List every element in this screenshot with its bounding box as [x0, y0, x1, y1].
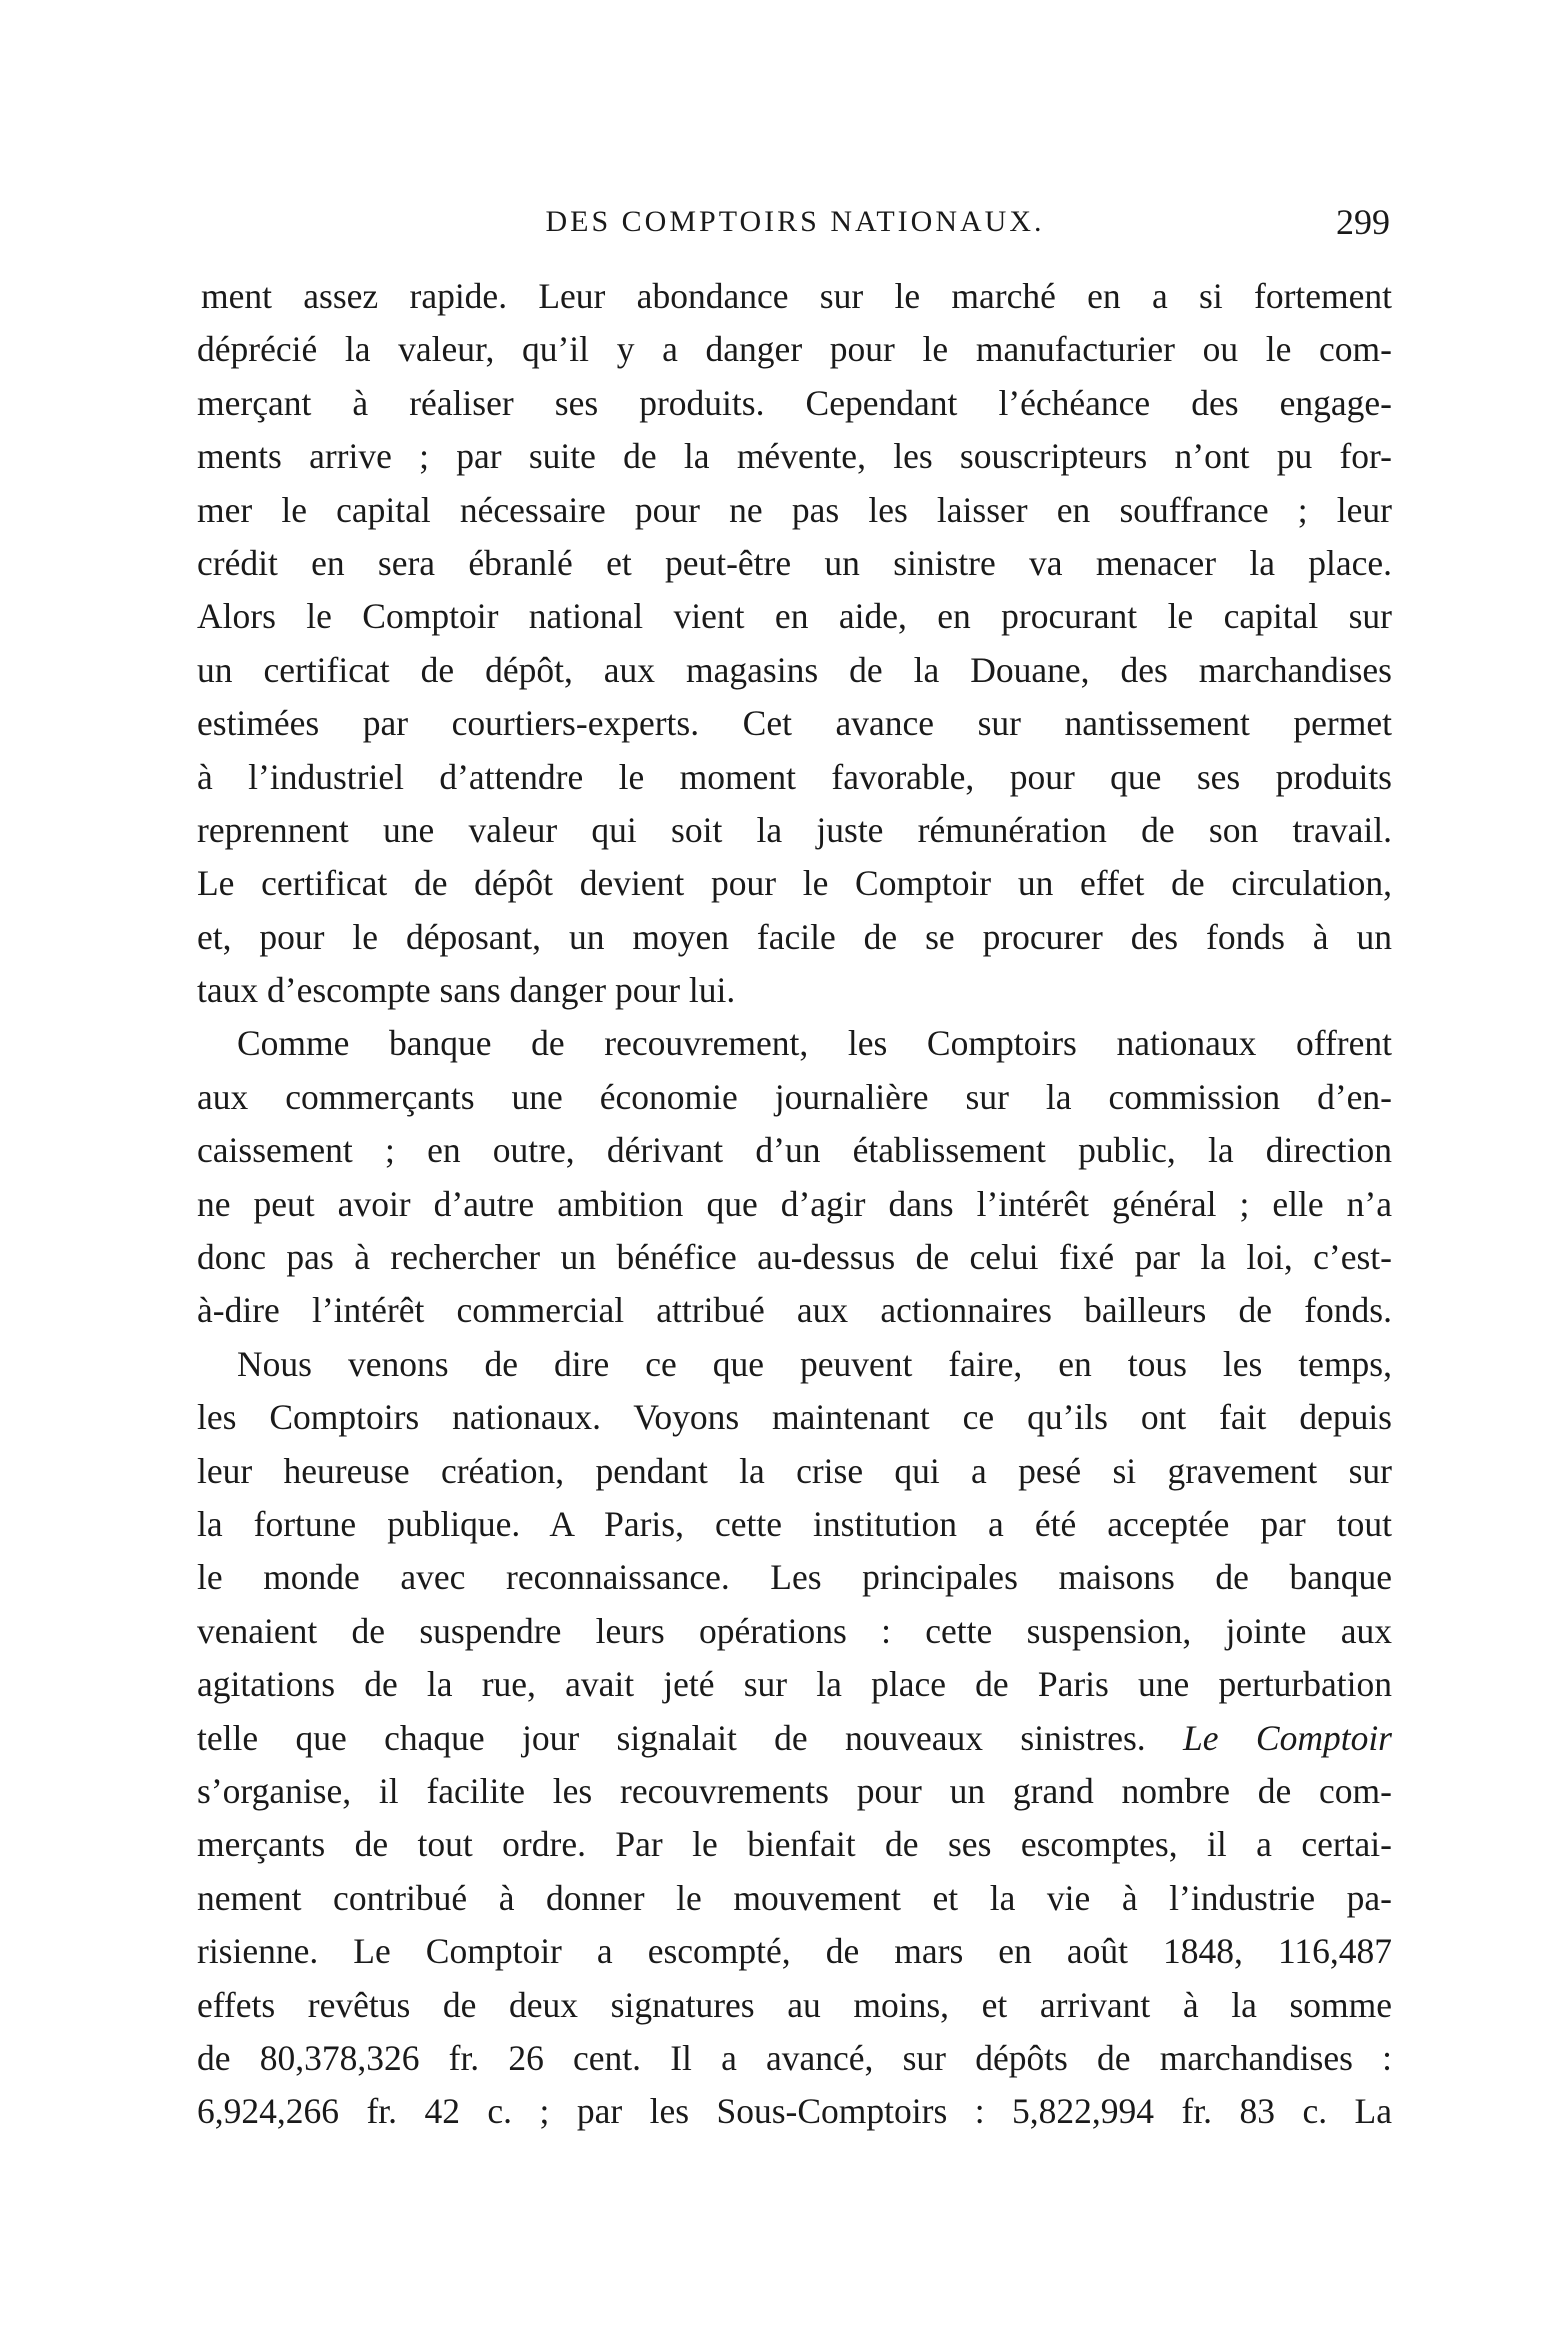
text-line: à-dire l’intérêt commercial attribué aux actionnaires bailleurs de fonds. — [197, 1290, 1392, 1331]
text-line: de 80,378,326 fr. 26 cent. Il a avancé, sur dépôts de marchandises : — [197, 2037, 1392, 2078]
paragraph-3 — [197, 1338, 1392, 2139]
text-line: leur heureuse création, pendant la crise qui a pesé si gravement sur — [197, 1450, 1392, 1491]
text-line: nement contribué à donner le mouvement et la vie à l’industrie pa- — [197, 1877, 1392, 1918]
text-line: 6,924,266 fr. 42 c. ; par les Sous-Comptoirs : 5,822,994 fr. 83 c. La — [197, 2091, 1392, 2132]
text-line: Comme banque de recouvrement, les Comptoirs nationaux offrent — [237, 1023, 1392, 1064]
text-line: merçants de tout ordre. Par le bienfait de ses escomptes, il a certai- — [197, 1824, 1392, 1865]
text-line: et, pour le déposant, un moyen facile de se procurer des fonds à un — [197, 916, 1392, 957]
text-line: Nous venons de dire ce que peuvent faire, en tous les temps, — [237, 1343, 1392, 1384]
paragraph-2 — [197, 1017, 1392, 1337]
paragraph-1 — [197, 270, 1392, 1017]
text-line: un certificat de dépôt, aux magasins de la Douane, des marchandises — [197, 649, 1392, 690]
text-line: agitations de la rue, avait jeté sur la place de Paris une perturbation — [197, 1664, 1392, 1705]
italic-text: Le Comptoir — [1183, 1717, 1392, 1758]
text-line: les Comptoirs nationaux. Voyons maintenant ce qu’ils ont fait depuis — [197, 1397, 1392, 1438]
text-line: ment assez rapide. Leur abondance sur le marché en a si fortement — [201, 276, 1392, 316]
text-line: à l’industriel d’attendre le moment favorable, pour que ses produits — [197, 756, 1392, 797]
text-line-segment: telle que chaque jour signalait de nouveaux sinistres. — [197, 1717, 1146, 1758]
text-line: s’organise, il facilite les recouvrements pour un grand nombre de com- — [197, 1770, 1392, 1811]
text-line: déprécié la valeur, qu’il y a danger pour le manufacturier ou le com- — [197, 329, 1392, 370]
text-line-with-italic — [197, 1712, 1392, 1765]
text-line: venaient de suspendre leurs opérations : cette suspension, jointe aux — [197, 1610, 1392, 1651]
text-line: caissement ; en outre, dérivant d’un établissement public, la direction — [197, 1130, 1392, 1171]
text-line: le monde avec reconnaissance. Les principales maisons de banque — [197, 1557, 1392, 1598]
page-number: 299 — [1336, 202, 1390, 242]
text-line: effets revêtus de deux signatures au moins, et arrivant à la somme — [197, 1984, 1392, 2025]
text-line: donc pas à rechercher un bénéfice au-dessus de celui fixé par la loi, c’est- — [197, 1237, 1392, 1278]
text-line: la fortune publique. A Paris, cette institution a été acceptée par tout — [197, 1503, 1392, 1544]
running-head — [200, 202, 1390, 255]
text-line: risienne. Le Comptoir a escompté, de mars en août 1848, 116,487 — [197, 1931, 1392, 1972]
text-line: merçant à réaliser ses produits. Cependant l’échéance des engage- — [197, 382, 1392, 423]
text-line: taux d’escompte sans danger pour lui. — [197, 970, 736, 1011]
text-line: mer le capital nécessaire pour ne pas les laisser en souffrance ; leur — [197, 489, 1392, 530]
text-line: Le certificat de dépôt devient pour le Comptoir un effet de circulation, — [197, 863, 1392, 904]
text-line: Alors le Comptoir national vient en aide, en procurant le capital sur — [197, 596, 1392, 637]
text-line: estimées par courtiers-experts. Cet avance sur nantissement permet — [197, 703, 1392, 744]
body-text — [197, 270, 1392, 2139]
text-line: reprennent une valeur qui soit la juste rémunération de son travail. — [197, 809, 1392, 850]
text-line: ne peut avoir d’autre ambition que d’agir dans l’intérêt général ; elle n’a — [197, 1183, 1392, 1224]
text-line: aux commerçants une économie journalière sur la commission d’en- — [197, 1076, 1392, 1117]
text-line: crédit en sera ébranlé et peut-être un sinistre va menacer la place. — [197, 542, 1392, 583]
running-title: DES COMPTOIRS NATIONAUX. — [545, 205, 1045, 238]
text-line: ments arrive ; par suite de la mévente, les souscripteurs n’ont pu for- — [197, 436, 1392, 477]
